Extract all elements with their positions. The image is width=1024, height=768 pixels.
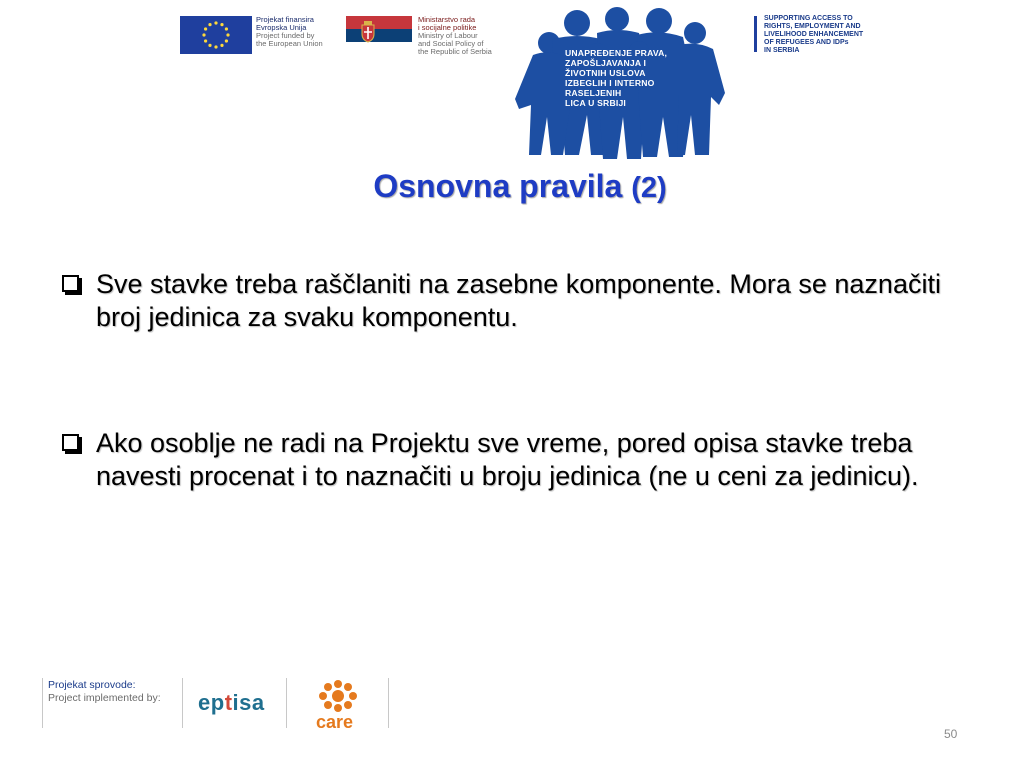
eptisa-logo-part-2: t xyxy=(224,690,233,715)
bullet-item xyxy=(62,268,992,334)
support-line-3: LIVELIHOOD ENHANCEMENT xyxy=(764,31,864,38)
ministry-sr-1: Ministarstvo rada xyxy=(418,15,476,24)
implemented-by-text xyxy=(48,679,161,705)
implemented-sr: Projekat sprovode: xyxy=(48,679,136,691)
crowd-line-3: ŽIVOTNIH USLOVA xyxy=(565,68,646,78)
bullet-text-1: Sve stavke treba raščlaniti na zasebne komponente. Mora se naznačiti broj jedinica za svaku komponentu. xyxy=(96,269,941,332)
footer-divider-left xyxy=(42,678,43,728)
slide-title xyxy=(0,168,1024,205)
support-line-2: RIGHTS, EMPLOYMENT AND xyxy=(764,23,861,30)
footer-divider xyxy=(286,678,287,728)
crowd-line-4: IZBEGLIH I INTERNO xyxy=(565,78,655,88)
slide-title-number: (2) xyxy=(631,172,667,204)
eu-text-en-2: the European Union xyxy=(256,39,323,48)
eptisa-logo xyxy=(198,690,265,716)
eu-funding-text xyxy=(256,16,340,48)
care-logo-text: care xyxy=(316,712,354,732)
ministry-sr-2: i socijalne politike xyxy=(418,23,477,32)
ministry-en-3: the Republic of Serbia xyxy=(418,47,492,56)
eu-stars-icon xyxy=(180,16,252,54)
eu-text-en-1: Project funded by xyxy=(256,31,315,40)
support-line-1: SUPPORTING ACCESS TO xyxy=(764,15,853,22)
eptisa-logo-part-1: ep xyxy=(198,690,225,715)
support-line-5: IN SERBIA xyxy=(764,47,800,54)
support-line-4: OF REFUGEES AND IDPs xyxy=(764,39,849,46)
bullet-text-2: Ako osoblje ne radi na Projektu sve vreme, pored opisa stavke treba navesti procenat i to naznačiti u broju jedinica (ne u ceni za jedinicu). xyxy=(96,428,919,491)
footer-divider xyxy=(388,678,389,728)
serbia-flag-logo xyxy=(346,16,412,54)
ministry-text xyxy=(418,16,510,56)
crowd-line-6: LICA U SRBIJI xyxy=(565,98,627,108)
crowd-line-1: UNAPREĐENJE PRAVA, xyxy=(565,48,668,58)
ministry-en-1: Ministry of Labour xyxy=(418,31,478,40)
care-hands-icon xyxy=(312,676,364,716)
bullet-item xyxy=(62,427,992,493)
crowd-line-5: RASELJENIH xyxy=(565,88,622,98)
checkbox-bullet-icon xyxy=(62,275,79,292)
project-name-english xyxy=(764,15,894,55)
ministry-en-2: and Social Policy of xyxy=(418,39,484,48)
eptisa-logo-part-3: isa xyxy=(232,690,265,715)
footer-divider xyxy=(182,678,183,728)
support-divider xyxy=(754,16,757,52)
checkbox-bullet-icon xyxy=(62,434,79,451)
slide-title-main: Osnovna pravila xyxy=(373,168,623,204)
eu-flag-logo xyxy=(180,16,252,54)
project-name-text xyxy=(565,48,695,108)
eu-text-sr-2: Evropska Unija xyxy=(256,23,307,32)
page-number: 50 xyxy=(944,727,958,741)
implemented-en: Project implemented by: xyxy=(48,692,161,704)
eu-text-sr-1: Projekat finansira xyxy=(256,15,314,24)
crowd-line-2: ZAPOŠLJAVANJA I xyxy=(565,58,647,68)
coat-of-arms-icon xyxy=(360,21,376,43)
